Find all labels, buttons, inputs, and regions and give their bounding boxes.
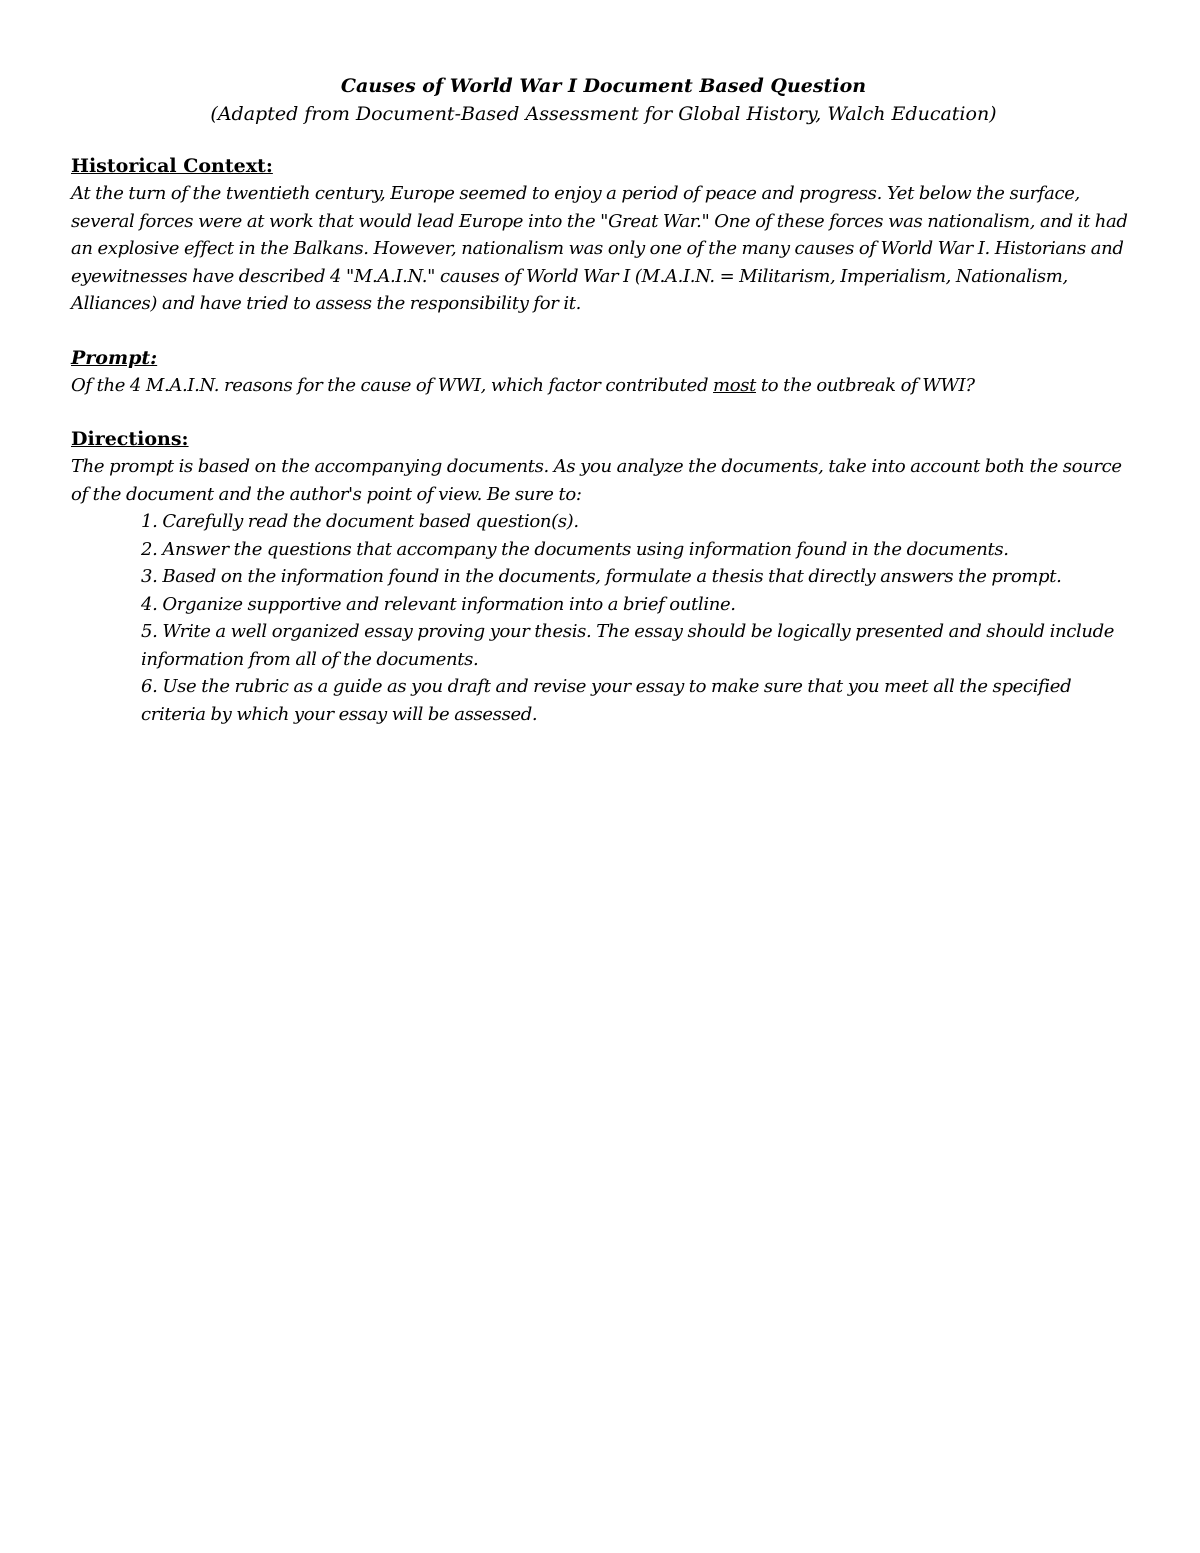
historical-context-heading: Historical Context: bbox=[71, 155, 273, 177]
prompt-heading: Prompt: bbox=[71, 346, 158, 369]
directions-step: 6. Use the rubric as a guide as you draft and revise your essay to make sure that you meet all the specified criteria by which your essay will be assessed. bbox=[141, 676, 1072, 725]
directions-step: 1. Carefully read the document based question(s). bbox=[141, 511, 579, 532]
directions-step: 5. Write a well organized essay proving your thesis. The essay should be logically presented and should include information from all of the documents. bbox=[141, 621, 1115, 670]
prompt-emphasis: most bbox=[713, 374, 757, 396]
directions-step: 3. Based on the information found in the documents, formulate a thesis that directly answers the prompt. bbox=[141, 566, 1062, 587]
document-subtitle: (Adapted from Document-Based Assessment for Global History, Walch Education) bbox=[210, 103, 997, 125]
directions-heading: Directions: bbox=[71, 428, 189, 450]
historical-context-text: At the turn of the twentieth century, Europe seemed to enjoy a period of peace and progress. Yet below the surface, several forces were at work that would lead Europe into the "Great War." One of these forces was nationalism, and it had an explosive effect in the Balkans. However, nationalism was only one of the many causes of World War I. Historians and eyewitnesses have described 4 "M.A.I.N." causes of World War I (M.A.I.N. = Militarism, Imperialism, Nationalism, Alliances) and have tried to assess the responsibility for it. bbox=[71, 183, 1128, 314]
prompt-text bbox=[71, 372, 1136, 400]
directions-step: 4. Organize supportive and relevant information into a brief outline. bbox=[141, 593, 736, 615]
document-title: Causes of World War I Document Based Question bbox=[340, 75, 867, 97]
directions-step: 2. Answer the questions that accompany the documents using information found in the documents. bbox=[141, 538, 1009, 560]
directions-intro: The prompt is based on the accompanying documents. As you analyze the documents, take into account both the source of the document and the author's point of view. Be sure to: bbox=[71, 456, 1122, 505]
prompt-text-before: Of the 4 M.A.I.N. reasons for the cause of WWI, which factor contributed bbox=[71, 374, 714, 396]
prompt-text-after: to the outbreak of WWI? bbox=[756, 374, 975, 396]
document-body bbox=[71, 72, 1136, 728]
directions-steps-list bbox=[71, 508, 1136, 728]
